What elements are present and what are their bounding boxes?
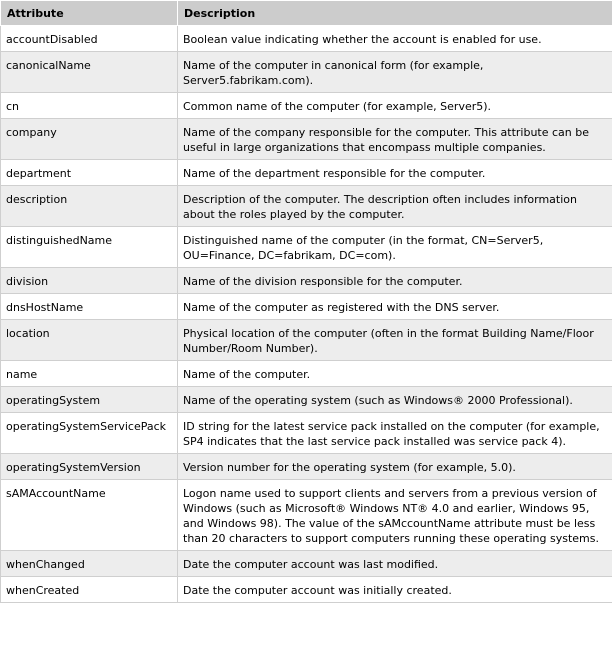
description-cell: Name of the computer in canonical form (for example, Server5.fabrikam.com). <box>178 52 612 93</box>
description-cell: Name of the computer as registered with the DNS server. <box>178 294 612 320</box>
attribute-cell: distinguishedName <box>1 227 178 268</box>
table-row <box>1 294 612 320</box>
description-cell: Name of the company responsible for the computer. This attribute can be useful in large organizations that encompass multiple companies. <box>178 119 612 160</box>
attribute-cell: name <box>1 361 178 387</box>
table-row <box>1 26 612 52</box>
attribute-cell: operatingSystem <box>1 387 178 413</box>
description-cell: Name of the department responsible for the computer. <box>178 160 612 186</box>
table-row <box>1 320 612 361</box>
header-description: Description <box>178 1 612 26</box>
description-cell: ID string for the latest service pack installed on the computer (for example, SP4 indicates that the last service pack installed was service pack 4). <box>178 413 612 454</box>
table-row <box>1 387 612 413</box>
table-row <box>1 119 612 160</box>
description-cell: Name of the operating system (such as Windows® 2000 Professional). <box>178 387 612 413</box>
table-row <box>1 577 612 603</box>
table-row <box>1 361 612 387</box>
description-cell: Physical location of the computer (often in the format Building Name/Floor Number/Room Number). <box>178 320 612 361</box>
description-cell: Name of the computer. <box>178 361 612 387</box>
attribute-cell: company <box>1 119 178 160</box>
attribute-cell: department <box>1 160 178 186</box>
attribute-cell: operatingSystemVersion <box>1 454 178 480</box>
table-row <box>1 227 612 268</box>
table-row <box>1 551 612 577</box>
attribute-cell: description <box>1 186 178 227</box>
description-cell: Date the computer account was initially created. <box>178 577 612 603</box>
description-cell: Date the computer account was last modified. <box>178 551 612 577</box>
table-row <box>1 160 612 186</box>
table-row <box>1 186 612 227</box>
description-cell: Version number for the operating system (for example, 5.0). <box>178 454 612 480</box>
attribute-cell: sAMAccountName <box>1 480 178 551</box>
table-row <box>1 93 612 119</box>
table-row <box>1 52 612 93</box>
description-cell: Logon name used to support clients and servers from a previous version of Windows (such as Microsoft® Windows NT® 4.0 and earlier, Windows 95, and Windows 98). The value of the sAMccountName attribute must be less than 20 characters to support computers running these operating systems. <box>178 480 612 551</box>
table-row <box>1 413 612 454</box>
attribute-cell: canonicalName <box>1 52 178 93</box>
description-cell: Distinguished name of the computer (in the format, CN=Server5, OU=Finance, DC=fabrikam, DC=com). <box>178 227 612 268</box>
table-row <box>1 454 612 480</box>
attribute-cell: dnsHostName <box>1 294 178 320</box>
table-row <box>1 268 612 294</box>
description-cell: Boolean value indicating whether the account is enabled for use. <box>178 26 612 52</box>
description-cell: Description of the computer. The description often includes information about the roles played by the computer. <box>178 186 612 227</box>
table-header-row <box>1 1 612 26</box>
table-row <box>1 480 612 551</box>
description-cell: Common name of the computer (for example, Server5). <box>178 93 612 119</box>
attribute-cell: location <box>1 320 178 361</box>
attribute-cell: whenCreated <box>1 577 178 603</box>
attribute-cell: cn <box>1 93 178 119</box>
attribute-cell: accountDisabled <box>1 26 178 52</box>
attribute-cell: division <box>1 268 178 294</box>
description-cell: Name of the division responsible for the computer. <box>178 268 612 294</box>
attribute-cell: operatingSystemServicePack <box>1 413 178 454</box>
attribute-cell: whenChanged <box>1 551 178 577</box>
header-attribute: Attribute <box>1 1 178 26</box>
